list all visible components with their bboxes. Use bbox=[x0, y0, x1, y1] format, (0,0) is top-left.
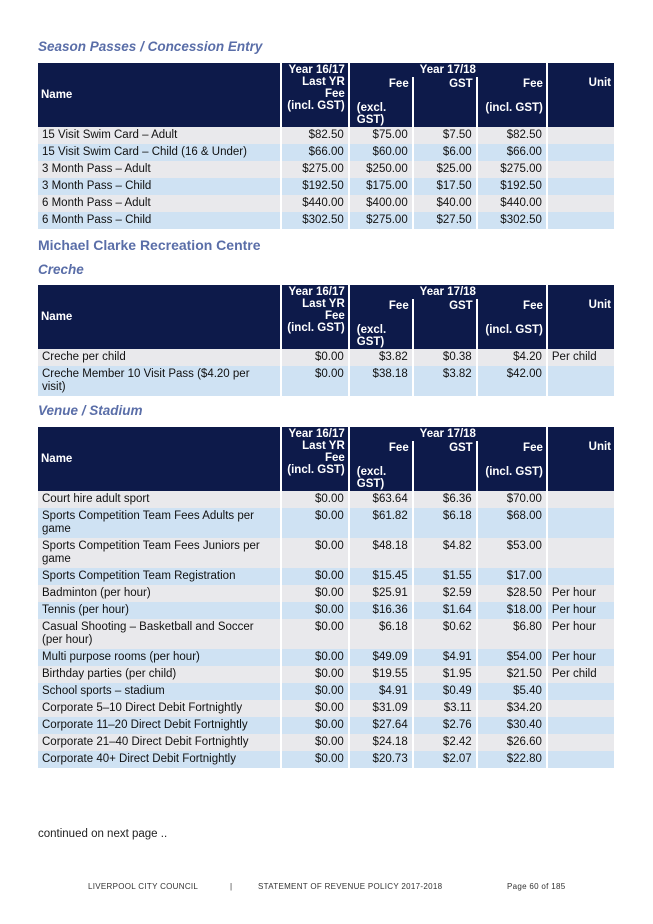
cell-last-yr-fee: $0.00 bbox=[282, 700, 348, 717]
cell-unit bbox=[548, 212, 614, 229]
cell-name: School sports – stadium bbox=[38, 683, 280, 700]
cell-name: Court hire adult sport bbox=[38, 491, 280, 508]
table-row bbox=[38, 717, 614, 734]
cell-unit bbox=[548, 178, 614, 195]
cell-unit bbox=[548, 683, 614, 700]
cell-unit: Per child bbox=[548, 666, 614, 683]
header-fee-incl bbox=[478, 77, 546, 127]
table-row bbox=[38, 683, 614, 700]
header-fee-excl-label: Fee bbox=[388, 78, 409, 90]
cell-last-yr-fee: $0.00 bbox=[282, 734, 348, 751]
cell-fee-excl-gst: $75.00 bbox=[350, 127, 412, 144]
cell-fee-incl-gst: $275.00 bbox=[478, 161, 546, 178]
cell-unit bbox=[548, 538, 614, 568]
cell-fee-excl-gst: $15.45 bbox=[350, 568, 412, 585]
table-header bbox=[38, 63, 614, 127]
cell-name: Badminton (per hour) bbox=[38, 585, 280, 602]
cell-name: Casual Shooting – Basketball and Soccer (per hour) bbox=[38, 619, 280, 649]
header-name: Name bbox=[38, 427, 280, 491]
cell-fee-incl-gst: $21.50 bbox=[478, 666, 546, 683]
cell-unit bbox=[548, 491, 614, 508]
cell-last-yr-fee: $0.00 bbox=[282, 366, 348, 396]
cell-name: 6 Month Pass – Child bbox=[38, 212, 280, 229]
table-row bbox=[38, 666, 614, 683]
header-year-prev bbox=[282, 427, 348, 491]
header-year-curr: Year 17/18 bbox=[350, 63, 546, 77]
cell-unit: Per hour bbox=[548, 649, 614, 666]
cell-name: Sports Competition Team Fees Juniors per game bbox=[38, 538, 280, 568]
table-row bbox=[38, 700, 614, 717]
header-fee-excl bbox=[350, 77, 412, 127]
header-row bbox=[38, 427, 614, 441]
header-fee-incl-note: (incl. GST) bbox=[485, 324, 543, 336]
header-fee-incl-label: Fee bbox=[523, 300, 543, 312]
cell-unit bbox=[548, 195, 614, 212]
cell-name: Corporate 11–20 Direct Debit Fortnightly bbox=[38, 717, 280, 734]
header-fee-incl bbox=[478, 299, 546, 349]
table-row bbox=[38, 349, 614, 366]
cell-gst: $2.07 bbox=[414, 751, 476, 768]
cell-fee-excl-gst: $4.91 bbox=[350, 683, 412, 700]
cell-last-yr-fee: $0.00 bbox=[282, 349, 348, 366]
footer-title: STATEMENT OF REVENUE POLICY 2017-2018 bbox=[258, 882, 443, 891]
cell-gst: $2.42 bbox=[414, 734, 476, 751]
table-row bbox=[38, 366, 614, 396]
cell-fee-excl-gst: $19.55 bbox=[350, 666, 412, 683]
cell-last-yr-fee: $0.00 bbox=[282, 666, 348, 683]
cell-gst: $17.50 bbox=[414, 178, 476, 195]
cell-name: 3 Month Pass – Adult bbox=[38, 161, 280, 178]
header-fee-excl-note2: GST) bbox=[356, 114, 385, 126]
table-row bbox=[38, 212, 614, 229]
cell-last-yr-fee: $0.00 bbox=[282, 585, 348, 602]
cell-fee-excl-gst: $175.00 bbox=[350, 178, 412, 195]
cell-gst: $1.95 bbox=[414, 666, 476, 683]
header-year-prev bbox=[282, 285, 348, 349]
cell-name: Corporate 5–10 Direct Debit Fortnightly bbox=[38, 700, 280, 717]
cell-fee-excl-gst: $275.00 bbox=[350, 212, 412, 229]
cell-fee-excl-gst: $3.82 bbox=[350, 349, 412, 366]
table-row bbox=[38, 649, 614, 666]
table-row bbox=[38, 508, 614, 538]
header-gst: GST bbox=[414, 441, 476, 491]
cell-fee-incl-gst: $68.00 bbox=[478, 508, 546, 538]
section-heading-centre: Michael Clarke Recreation Centre bbox=[38, 237, 261, 253]
header-unit: Unit bbox=[548, 63, 614, 127]
cell-name: Corporate 21–40 Direct Debit Fortnightly bbox=[38, 734, 280, 751]
cell-name: 15 Visit Swim Card – Child (16 & Under) bbox=[38, 144, 280, 161]
table-body bbox=[38, 349, 614, 396]
cell-unit: Per child bbox=[548, 349, 614, 366]
cell-fee-excl-gst: $61.82 bbox=[350, 508, 412, 538]
table-row bbox=[38, 144, 614, 161]
cell-fee-incl-gst: $302.50 bbox=[478, 212, 546, 229]
header-year-prev-line: Year 16/17 bbox=[288, 64, 345, 76]
header-year-prev-line: Year 16/17 bbox=[288, 286, 345, 298]
cell-fee-excl-gst: $25.91 bbox=[350, 585, 412, 602]
cell-fee-excl-gst: $20.73 bbox=[350, 751, 412, 768]
cell-fee-incl-gst: $6.80 bbox=[478, 619, 546, 649]
footer-divider: | bbox=[230, 882, 233, 891]
cell-fee-incl-gst: $30.40 bbox=[478, 717, 546, 734]
cell-gst: $25.00 bbox=[414, 161, 476, 178]
cell-name: 15 Visit Swim Card – Adult bbox=[38, 127, 280, 144]
header-fee-incl-label: Fee bbox=[523, 442, 543, 454]
cell-last-yr-fee: $0.00 bbox=[282, 508, 348, 538]
cell-last-yr-fee: $0.00 bbox=[282, 568, 348, 585]
cell-name: Sports Competition Team Registration bbox=[38, 568, 280, 585]
table-row bbox=[38, 161, 614, 178]
cell-unit bbox=[548, 568, 614, 585]
cell-gst: $4.91 bbox=[414, 649, 476, 666]
header-year-prev-line: (incl. GST) bbox=[287, 464, 345, 476]
header-gst: GST bbox=[414, 299, 476, 349]
section-heading-creche: Creche bbox=[38, 262, 84, 277]
cell-gst: $4.82 bbox=[414, 538, 476, 568]
header-year-prev-line: Last YR bbox=[302, 76, 345, 88]
header-fee-excl-note: (excl. bbox=[356, 102, 387, 114]
header-fee-excl-note: (excl. bbox=[356, 466, 387, 478]
header-name: Name bbox=[38, 63, 280, 127]
cell-fee-incl-gst: $5.40 bbox=[478, 683, 546, 700]
footer-council: LIVERPOOL CITY COUNCIL bbox=[88, 882, 199, 891]
cell-fee-incl-gst: $22.80 bbox=[478, 751, 546, 768]
cell-name: Multi purpose rooms (per hour) bbox=[38, 649, 280, 666]
table-body bbox=[38, 491, 614, 768]
table-row bbox=[38, 568, 614, 585]
header-year-prev-line: (incl. GST) bbox=[287, 100, 345, 112]
season-fees-table bbox=[36, 63, 616, 229]
cell-gst: $0.38 bbox=[414, 349, 476, 366]
header-year-prev-line: Last YR bbox=[302, 440, 345, 452]
header-year-curr: Year 17/18 bbox=[350, 427, 546, 441]
header-year-prev-line: Year 16/17 bbox=[288, 428, 345, 440]
table-row bbox=[38, 619, 614, 649]
header-fee-excl bbox=[350, 441, 412, 491]
cell-unit: Per hour bbox=[548, 585, 614, 602]
cell-fee-incl-gst: $192.50 bbox=[478, 178, 546, 195]
cell-last-yr-fee: $302.50 bbox=[282, 212, 348, 229]
venue-fees-table bbox=[36, 427, 616, 768]
creche-fees-table bbox=[36, 285, 616, 396]
header-year-prev-line: Fee bbox=[324, 452, 345, 464]
cell-gst: $2.59 bbox=[414, 585, 476, 602]
cell-fee-excl-gst: $16.36 bbox=[350, 602, 412, 619]
cell-fee-incl-gst: $34.20 bbox=[478, 700, 546, 717]
cell-fee-excl-gst: $31.09 bbox=[350, 700, 412, 717]
footer-page-number: Page 60 of 185 bbox=[507, 882, 566, 891]
header-year-prev-line: Fee bbox=[324, 310, 345, 322]
header-unit: Unit bbox=[548, 285, 614, 349]
table-row bbox=[38, 734, 614, 751]
section-heading-season: Season Passes / Concession Entry bbox=[38, 39, 263, 54]
header-fee-incl-label: Fee bbox=[523, 78, 543, 90]
header-name: Name bbox=[38, 285, 280, 349]
header-fee-excl-note: (excl. bbox=[356, 324, 387, 336]
header-fee-excl-label: Fee bbox=[388, 300, 409, 312]
cell-last-yr-fee: $0.00 bbox=[282, 619, 348, 649]
cell-fee-incl-gst: $17.00 bbox=[478, 568, 546, 585]
header-year-prev bbox=[282, 63, 348, 127]
cell-fee-excl-gst: $48.18 bbox=[350, 538, 412, 568]
cell-fee-incl-gst: $26.60 bbox=[478, 734, 546, 751]
table-body bbox=[38, 127, 614, 229]
cell-gst: $2.76 bbox=[414, 717, 476, 734]
cell-fee-incl-gst: $28.50 bbox=[478, 585, 546, 602]
cell-gst: $0.49 bbox=[414, 683, 476, 700]
cell-gst: $6.36 bbox=[414, 491, 476, 508]
cell-name: 3 Month Pass – Child bbox=[38, 178, 280, 195]
header-unit: Unit bbox=[548, 427, 614, 491]
cell-gst: $40.00 bbox=[414, 195, 476, 212]
header-fee-excl-label: Fee bbox=[388, 442, 409, 454]
cell-fee-excl-gst: $24.18 bbox=[350, 734, 412, 751]
cell-last-yr-fee: $66.00 bbox=[282, 144, 348, 161]
header-fee-excl bbox=[350, 299, 412, 349]
table-row bbox=[38, 491, 614, 508]
cell-last-yr-fee: $0.00 bbox=[282, 751, 348, 768]
table-header bbox=[38, 427, 614, 491]
cell-fee-excl-gst: $250.00 bbox=[350, 161, 412, 178]
table-row bbox=[38, 602, 614, 619]
cell-gst: $3.11 bbox=[414, 700, 476, 717]
header-gst: GST bbox=[414, 77, 476, 127]
table-row bbox=[38, 127, 614, 144]
table-row bbox=[38, 538, 614, 568]
header-fee-excl-note2: GST) bbox=[356, 478, 385, 490]
cell-fee-incl-gst: $82.50 bbox=[478, 127, 546, 144]
cell-unit: Per hour bbox=[548, 602, 614, 619]
cell-fee-excl-gst: $27.64 bbox=[350, 717, 412, 734]
cell-fee-excl-gst: $63.64 bbox=[350, 491, 412, 508]
cell-fee-incl-gst: $70.00 bbox=[478, 491, 546, 508]
cell-unit bbox=[548, 161, 614, 178]
cell-unit bbox=[548, 717, 614, 734]
cell-name: 6 Month Pass – Adult bbox=[38, 195, 280, 212]
cell-fee-excl-gst: $49.09 bbox=[350, 649, 412, 666]
cell-fee-incl-gst: $42.00 bbox=[478, 366, 546, 396]
cell-fee-incl-gst: $440.00 bbox=[478, 195, 546, 212]
cell-unit bbox=[548, 366, 614, 396]
cell-unit bbox=[548, 127, 614, 144]
cell-unit bbox=[548, 734, 614, 751]
header-row bbox=[38, 285, 614, 299]
header-fee-incl-note: (incl. GST) bbox=[485, 466, 543, 478]
cell-last-yr-fee: $275.00 bbox=[282, 161, 348, 178]
cell-gst: $6.18 bbox=[414, 508, 476, 538]
table-row bbox=[38, 178, 614, 195]
cell-unit bbox=[548, 700, 614, 717]
cell-last-yr-fee: $440.00 bbox=[282, 195, 348, 212]
document-page bbox=[38, 36, 616, 768]
cell-fee-excl-gst: $6.18 bbox=[350, 619, 412, 649]
cell-gst: $7.50 bbox=[414, 127, 476, 144]
cell-fee-incl-gst: $4.20 bbox=[478, 349, 546, 366]
cell-name: Creche per child bbox=[38, 349, 280, 366]
header-fee-incl-note: (incl. GST) bbox=[485, 102, 543, 114]
cell-unit: Per hour bbox=[548, 619, 614, 649]
cell-fee-incl-gst: $66.00 bbox=[478, 144, 546, 161]
cell-unit bbox=[548, 508, 614, 538]
cell-fee-incl-gst: $18.00 bbox=[478, 602, 546, 619]
cell-last-yr-fee: $0.00 bbox=[282, 717, 348, 734]
cell-gst: $27.50 bbox=[414, 212, 476, 229]
section-heading-venue: Venue / Stadium bbox=[38, 403, 143, 418]
continued-note: continued on next page .. bbox=[38, 828, 168, 840]
header-year-prev-line: Last YR bbox=[302, 298, 345, 310]
cell-name: Creche Member 10 Visit Pass ($4.20 per visit) bbox=[38, 366, 280, 396]
header-year-prev-line: (incl. GST) bbox=[287, 322, 345, 334]
cell-fee-excl-gst: $38.18 bbox=[350, 366, 412, 396]
cell-gst: $3.82 bbox=[414, 366, 476, 396]
cell-gst: $1.55 bbox=[414, 568, 476, 585]
cell-last-yr-fee: $0.00 bbox=[282, 491, 348, 508]
cell-gst: $6.00 bbox=[414, 144, 476, 161]
cell-last-yr-fee: $0.00 bbox=[282, 683, 348, 700]
cell-last-yr-fee: $0.00 bbox=[282, 538, 348, 568]
header-year-curr: Year 17/18 bbox=[350, 285, 546, 299]
cell-name: Birthday parties (per child) bbox=[38, 666, 280, 683]
table-row bbox=[38, 195, 614, 212]
cell-name: Tennis (per hour) bbox=[38, 602, 280, 619]
cell-gst: $1.64 bbox=[414, 602, 476, 619]
cell-gst: $0.62 bbox=[414, 619, 476, 649]
cell-last-yr-fee: $192.50 bbox=[282, 178, 348, 195]
cell-last-yr-fee: $0.00 bbox=[282, 649, 348, 666]
table-row bbox=[38, 751, 614, 768]
cell-unit bbox=[548, 144, 614, 161]
cell-name: Corporate 40+ Direct Debit Fortnightly bbox=[38, 751, 280, 768]
cell-last-yr-fee: $82.50 bbox=[282, 127, 348, 144]
header-year-prev-line: Fee bbox=[324, 88, 345, 100]
header-fee-incl bbox=[478, 441, 546, 491]
cell-fee-incl-gst: $54.00 bbox=[478, 649, 546, 666]
cell-last-yr-fee: $0.00 bbox=[282, 602, 348, 619]
cell-fee-excl-gst: $60.00 bbox=[350, 144, 412, 161]
cell-fee-excl-gst: $400.00 bbox=[350, 195, 412, 212]
table-row bbox=[38, 585, 614, 602]
table-header bbox=[38, 285, 614, 349]
cell-fee-incl-gst: $53.00 bbox=[478, 538, 546, 568]
cell-unit bbox=[548, 751, 614, 768]
header-fee-excl-note2: GST) bbox=[356, 336, 385, 348]
cell-name: Sports Competition Team Fees Adults per game bbox=[38, 508, 280, 538]
header-row bbox=[38, 63, 614, 77]
